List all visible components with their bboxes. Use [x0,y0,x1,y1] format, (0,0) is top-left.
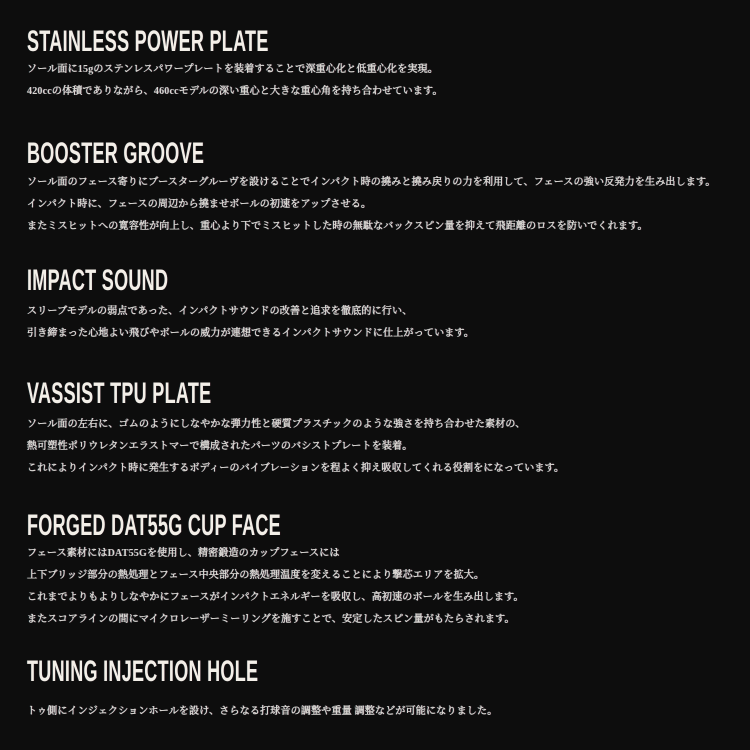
section-text-line: またスコアラインの間にマイクロレーザーミーリングを施すことで、安定したスピン量がもたらされます。 [27,614,515,625]
section-title: BOOSTER GROOVE [27,137,205,170]
section-title: STAINLESS POWER PLATE [27,25,269,58]
section-text-line: インパクト時に、フェースの周辺から撓ませボールの初速をアップさせる。 [27,199,372,210]
section-title: FORGED DAT55G CUP FACE [27,509,281,542]
section-title: TUNING INJECTION HOLE [27,655,259,688]
section-body [27,301,730,345]
section-booster-groove [27,139,730,238]
section-text-line: これによりインパクト時に発生するボディーのバイブレーションを程よく抑え吸収してくれる役割をになっています。 [27,463,565,474]
section-impact-sound [27,266,730,345]
section-forged-dat55g-cup-face [27,511,730,631]
section-text-line: 引き締まった心地よい飛びやボールの威力が連想できるインパクトサウンドに仕上がっています。 [27,328,475,339]
section-text-line: ソール面のフェース寄りにブースターグルーヴを設けることでインパクト時の撓みと撓み戻りの力を利用して、フェースの強い反発力を生み出します。 [27,177,716,188]
section-body [27,543,730,631]
section-text-line: 上下ブリッジ部分の熱処理とフェース中央部分の熱処理温度を変えることにより撃芯エリアを拡大。 [27,570,485,581]
section-stainless-power-plate [27,27,730,103]
section-tuning-injection-hole [27,657,730,723]
section-text-line: ソール面に15gのステンレスパワープレートを装着することで深重心化と低重心化を実現。 [27,64,439,75]
section-text-line: 熱可塑性ポリウレタンエラストマーで構成されたパーツのバシストプレートを装着。 [27,441,413,452]
section-title: VASSIST TPU PLATE [27,377,212,410]
section-text-line: フェース素材にはDAT55Gを使用し、精密鍛造のカップフェースには [27,548,340,559]
section-vassist-tpu-plate [27,379,730,480]
section-text-line: これまでよりもよりしなやかにフェースがインパクトエネルギーを吸収し、高初速のボールを生み出します。 [27,592,524,603]
section-text-line: 420ccの体積でありながら、460ccモデルの深い重心と大きな重心角を持ち合わせています。 [27,86,443,97]
section-text-line: ソール面の左右に、ゴムのようにしなやかな弾力性と硬質プラスチックのような強さを持ち合わせた素材の、 [27,419,526,430]
section-title: IMPACT SOUND [27,264,169,297]
section-body [27,172,730,238]
section-body [27,59,730,103]
section-body [27,414,730,480]
section-text-line: スリーブモデルの弱点であった、インパクトサウンドの改善と追求を徹底的に行い、 [27,306,413,317]
section-text-line: トゥ側にインジェクションホールを設け、さらなる打球音の調整や重量 調整などが可能になりました。 [27,706,498,717]
section-body [27,701,730,723]
section-text-line: またミスヒットへの寛容性が向上し、重心より下でミスヒットした時の無駄なバックスピン量を抑えて飛距離のロスを防いでくれます。 [27,221,648,232]
